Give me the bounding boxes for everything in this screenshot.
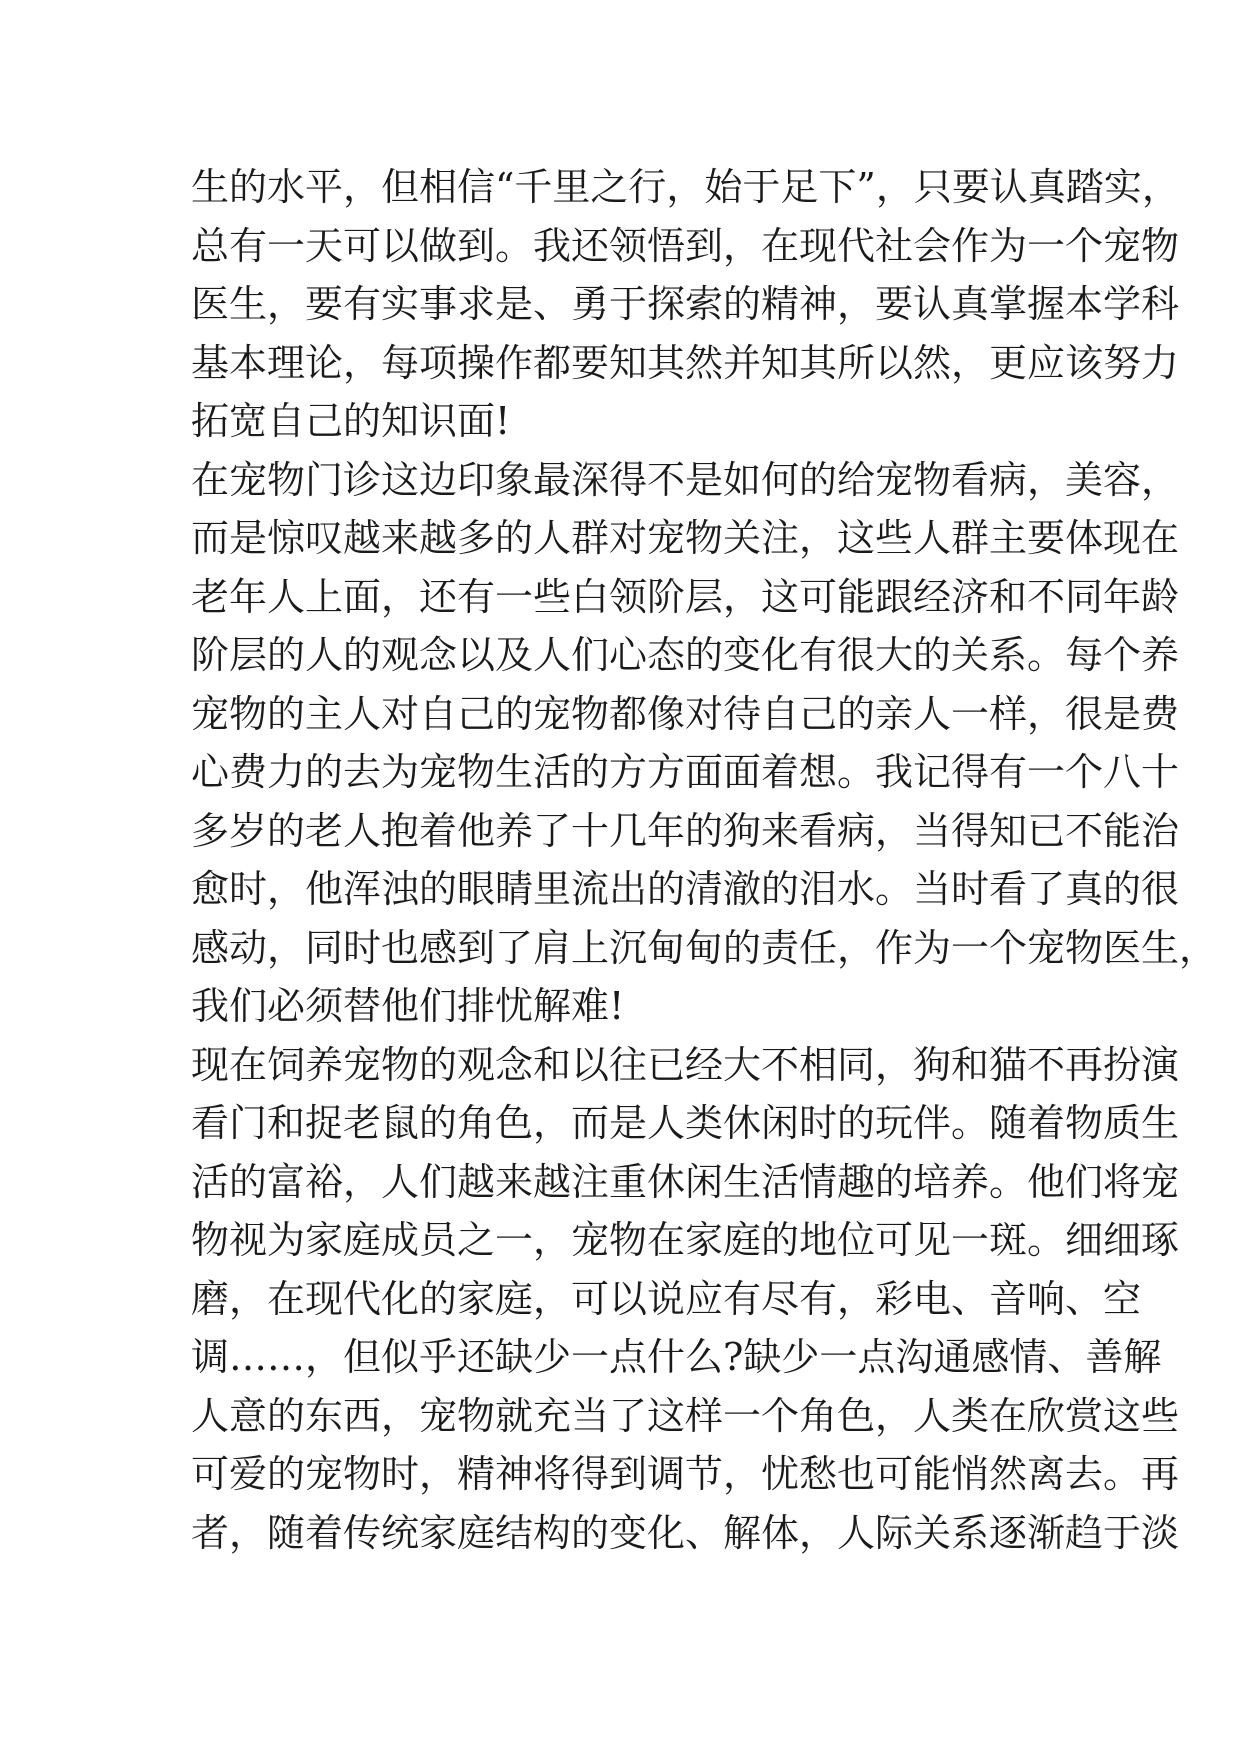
text-line: 物视为家庭成员之一，宠物在家庭的地位可见一斑。细细琢 — [191, 1218, 1180, 1262]
text-line: 拓宽自己的知识面! — [191, 399, 511, 443]
text-line: 生的水平，但相信“千里之行，始于足下”，只要认真踏实， — [191, 165, 1180, 209]
text-line: 宠物的主人对自己的宠物都像对待自己的亲人一样，很是费 — [191, 691, 1180, 736]
text-line: 看门和捉老鼠的角色，而是人类休闲时的玩伴。随着物质生 — [191, 1101, 1180, 1145]
text-line: 活的富裕，人们越来越注重休闲生活情趣的培养。他们将宠 — [191, 1159, 1180, 1204]
text-line: 而是惊叹越来越多的人群对宠物关注，这些人群主要体现在 — [191, 516, 1180, 560]
text-line: 者，随着传统家庭结构的变化、解体，人际关系逐渐趋于淡 — [191, 1510, 1180, 1555]
text-line: 愈时，他浑浊的眼睛里流出的清澈的泪水。当时看了真的很 — [191, 867, 1180, 911]
text-line: 在宠物门诊这边印象最深得不是如何的给宠物看病，美容， — [191, 457, 1180, 502]
text-line: 调……，但似乎还缺少一点什么?缺少一点沟通感情、善解 — [191, 1335, 1162, 1379]
text-line: 人意的东西，宠物就充当了这样一个角色，人类在欣赏这些 — [191, 1393, 1180, 1438]
text-line: 现在饲养宠物的观念和以往已经大不相同，狗和猫不再扮演 — [191, 1042, 1180, 1087]
text-line: 基本理论，每项操作都要知其然并知其所以然，更应该努力 — [191, 340, 1180, 385]
text-line: 总有一天可以做到。我还领悟到，在现代社会作为一个宠物 — [191, 223, 1180, 268]
text-line: 可爱的宠物时，精神将得到调节，忧愁也可能悄然离去。再 — [191, 1452, 1180, 1496]
text-line: 磨，在现代化的家庭，可以说应有尽有，彩电、音响、空 — [191, 1276, 1142, 1321]
body-text — [191, 158, 1218, 1562]
text-line: 阶层的人的观念以及人们心态的变化有很大的关系。每个养 — [191, 633, 1180, 677]
text-line: 心费力的去为宠物生活的方方面面着想。我记得有一个八十 — [191, 750, 1180, 794]
text-line: 多岁的老人抱着他养了十几年的狗来看病，当得知已不能治 — [191, 808, 1180, 853]
text-line: 我们必须替他们排忧解难! — [191, 984, 625, 1028]
text-line: 医生，要有实事求是、勇于探索的精神，要认真掌握本学科 — [191, 282, 1180, 326]
text-line: 感动，同时也感到了肩上沉甸甸的责任，作为一个宠物医生， — [191, 925, 1218, 970]
text-line: 老年人上面，还有一些白领阶层，这可能跟经济和不同年龄 — [191, 574, 1180, 619]
